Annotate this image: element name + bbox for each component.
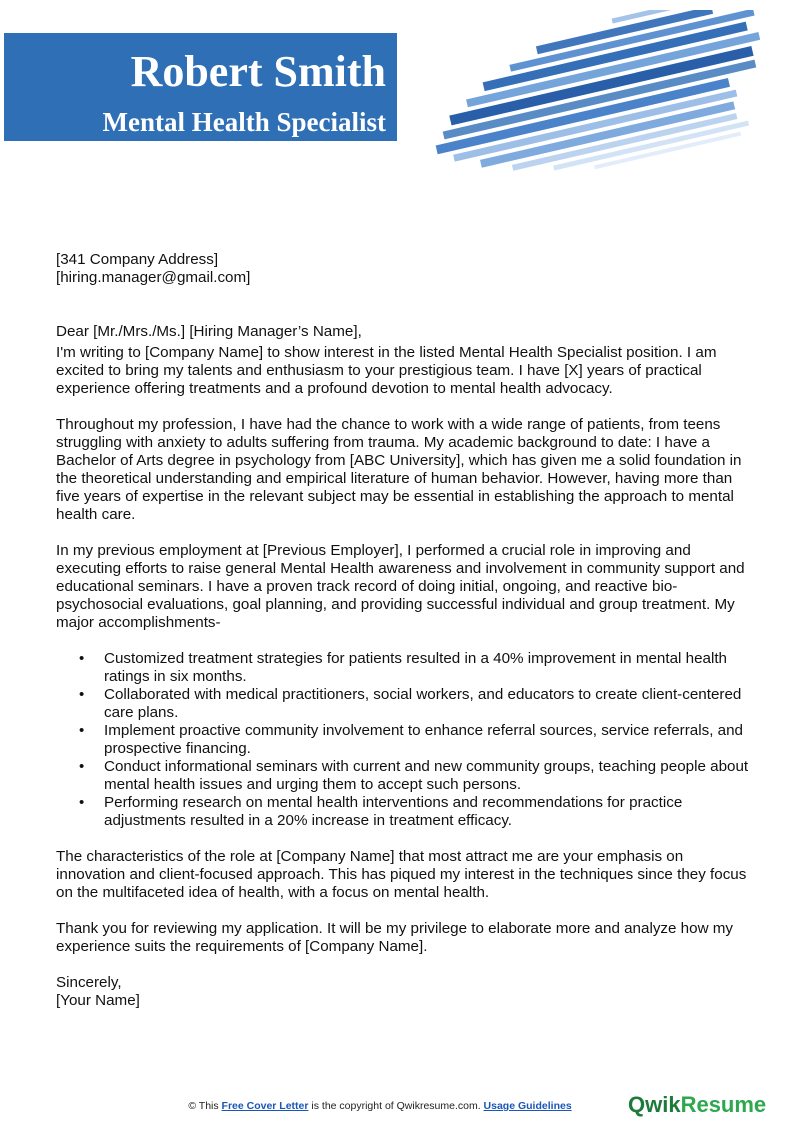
signature-name: [Your Name] (56, 992, 140, 1009)
paragraph-thank-you: Thank you for reviewing my application. It will be my privilege to elaborate more and analyze how my experience suits the requirements of [Company Name]. (56, 920, 734, 955)
list-item: • Conduct informational seminars with current and new community groups, teaching people about mental health issues and urging them to accept such persons. (79, 758, 749, 793)
salutation: Dear [Mr./Mrs./Ms.] [Hiring Manager’s Name], (56, 323, 362, 340)
paragraph-company-interest: The characteristics of the role at [Company Name] that most attract me are your emphasis on innovation and client-focused approach. This has piqued my interest in the techniques since they focus on the multifaceted idea of health, with a focus on mental health. (56, 848, 747, 901)
header-banner (4, 33, 397, 141)
list-item: • Performing research on mental health interventions and recommendations for practice adjustments resulted in a 20% increase in treatment efficacy. (79, 794, 683, 829)
bullet-icon: • (79, 650, 85, 667)
list-item: • Customized treatment strategies for patients resulted in a 40% improvement in mental health ratings in six months. (79, 650, 727, 685)
bullet-icon: • (79, 794, 85, 811)
list-item: • Collaborated with medical practitioners, social workers, and educators to create client-centered care plans. (79, 686, 742, 721)
paragraph-intro: I'm writing to [Company Name] to show interest in the listed Mental Health Specialist position. I am excited to bring my talents and enthusiasm to your prestigious team. I have [X] years of practical experience offering treatments and a profound devotion to mental health advocacy. (56, 344, 717, 397)
letter-body (56, 251, 756, 1010)
usage-guidelines-link[interactable]: Usage Guidelines (483, 1100, 572, 1112)
recipient-email: [hiring.manager@gmail.com] (56, 269, 251, 286)
applicant-name: Robert Smith (130, 47, 386, 96)
accomplishments-list (56, 650, 756, 830)
decorative-stripes-graphic (430, 10, 800, 185)
qwikresume-logo: QwikResume (628, 1092, 767, 1117)
bullet-icon: • (79, 758, 85, 775)
list-item: • Implement proactive community involvement to enhance referral sources, service referrals, and prospective financing. (79, 722, 743, 757)
company-address: [341 Company Address] (56, 251, 219, 268)
paragraph-experience: In my previous employment at [Previous Employer], I performed a crucial role in improving and executing efforts to raise general Mental Health awareness and involvement in community support and educational seminars. I have a proven track record of doing initial, ongoing, and reactive bio-psychosocial evaluations, goal planning, and providing successful individual and group treatment. My major accomplishments- (56, 542, 745, 631)
sign-off: Sincerely, (56, 974, 122, 991)
bullet-icon: • (79, 686, 85, 703)
applicant-job-title: Mental Health Specialist (102, 107, 386, 137)
free-cover-letter-link[interactable]: Free Cover Letter (221, 1100, 309, 1112)
sign-off-block (56, 974, 756, 1010)
copyright-footer: © This Free Cover Letter is the copyright of Qwikresume.com. Usage Guidelines (188, 1100, 572, 1112)
bullet-icon: • (79, 722, 85, 739)
paragraph-background: Throughout my profession, I have had the chance to work with a wide range of patients, from teens struggling with anxiety to adults suffering from trauma. My academic background to date: I have a Bachelor of Arts degree in psychology from [ABC University], which has given me a solid foundation in the theoretical understanding and empirical literature of human behavior. However, having more than five years of expertise in the relevant subject may be essential in establishing the approach to mental health care. (56, 416, 742, 523)
recipient-address (56, 251, 756, 287)
